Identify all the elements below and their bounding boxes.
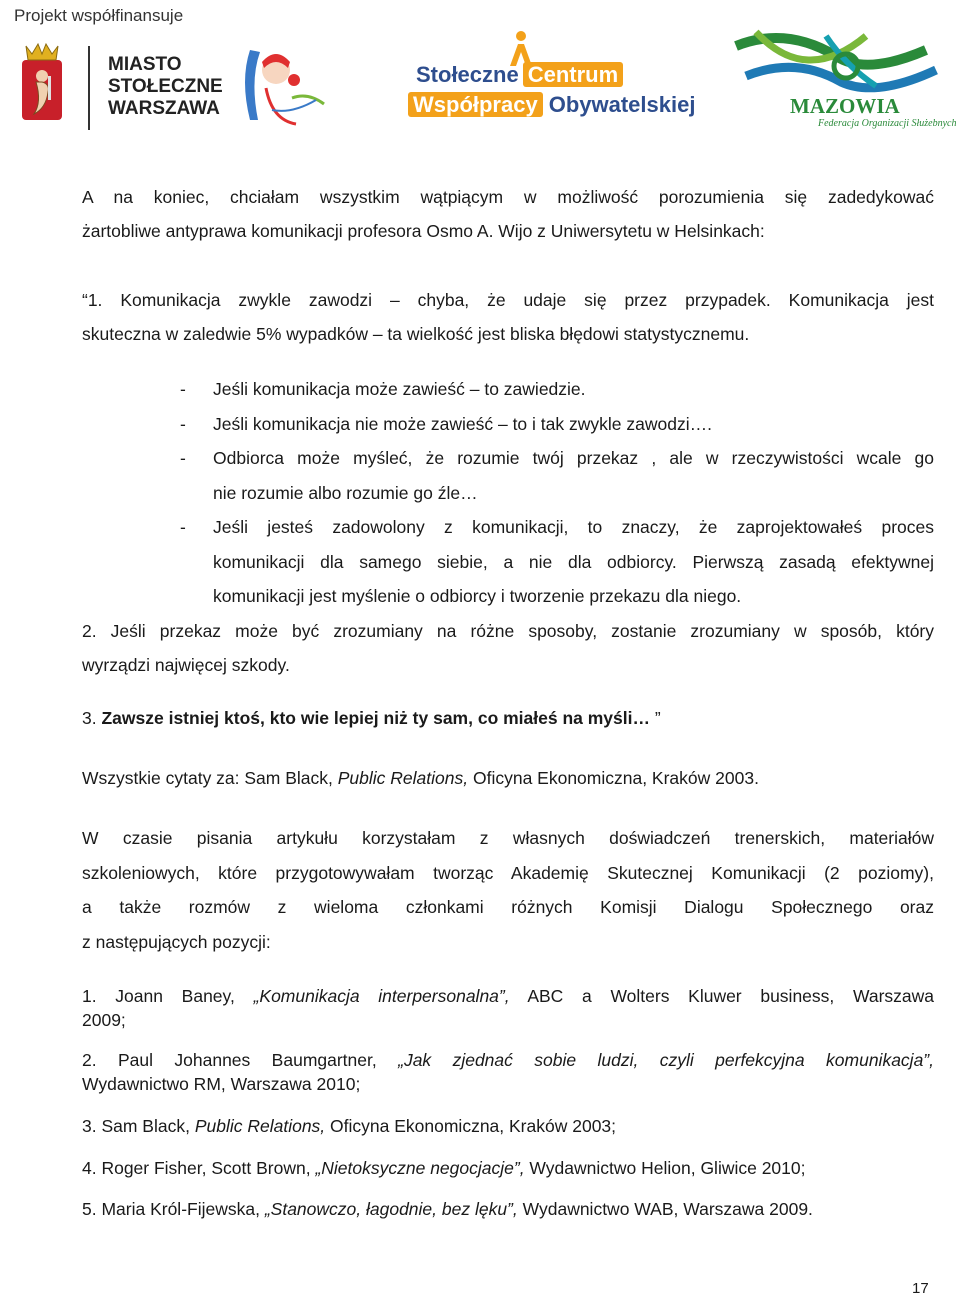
- bullet-text: Jeśli komunikacja nie może zawieść – to i tak zwykle zawodzi….: [213, 414, 712, 434]
- ref-publisher: Wydawnictwo Helion, Gliwice 2010;: [524, 1158, 806, 1178]
- ref-title: Public Relations,: [194, 1116, 326, 1136]
- ms-line-2: STOŁECZNE: [108, 76, 223, 97]
- reference-line-2: Wydawnictwo RM, Warszawa 2010;: [82, 1074, 361, 1094]
- ref-author: 5. Maria Król-Fijewska,: [82, 1199, 265, 1219]
- ms-line-3: WARSZAWA: [108, 98, 220, 119]
- bullet-text: Jeśli jesteś zadowolony z komunikacji, to znaczy, że zaprojektowałeś proces: [213, 517, 934, 537]
- bullet-text: komunikacji jest myślenie o odbiorcy i tworzenie przekazu dla niego.: [213, 586, 742, 606]
- ref-author: 1. Joann Baney,: [82, 986, 254, 1006]
- cofinanced-label: Projekt współfinansuje: [14, 6, 184, 25]
- page-number: 17: [912, 1280, 929, 1297]
- header-divider: [88, 46, 90, 130]
- sources-line-1: W czasie pisania artykułu korzystałam z własnych doświadczeń trenerskich, materiałów: [82, 828, 934, 848]
- reference-line-2: 2009;: [82, 1010, 126, 1030]
- law-3-quote: ”: [654, 708, 661, 728]
- reference-5: [82, 1197, 934, 1221]
- sccwo-word-3: Współpracy: [408, 92, 543, 117]
- warsaw-logo-text: [108, 54, 223, 120]
- reference-2: [82, 1048, 934, 1096]
- ref-publisher: Wydawnictwo WAB, Warszawa 2009.: [517, 1199, 813, 1219]
- bullet-dash: -: [180, 448, 186, 468]
- figure-icon: [504, 30, 538, 66]
- reference-1: [82, 984, 934, 1032]
- law-1-line-2: skuteczna w zaledwie 5% wypadków – ta wielkość jest bliska błędowi statystycznemu.: [82, 324, 750, 344]
- bullet-dash: -: [180, 414, 186, 434]
- bullet-text: komunikacji dla samego siebie, a nie dla odbiorcy. Pierwszą zasadą efektywnej: [213, 552, 934, 572]
- ref-title: „Stanowczo, łagodnie, bez lęku”,: [264, 1199, 518, 1219]
- intro-line-1: A na koniec, chciałam wszystkim wątpiącym w możliwość porozumienia się zadedykować: [82, 187, 934, 207]
- page-header: [0, 0, 960, 150]
- ref-title: „Jak zjednać sobie ludzi, czyli perfekcyjna komunikacja”,: [398, 1050, 934, 1070]
- law-3: [82, 701, 934, 735]
- ref-title: „Komunikacja interpersonalna”,: [253, 986, 510, 1006]
- ref-author: 3. Sam Black,: [82, 1116, 195, 1136]
- citation-suffix: Oficyna Ekonomiczna, Kraków 2003.: [468, 768, 759, 788]
- law-3-text: Zawsze istniej ktoś, kto wie lepiej niż ty sam, co miałeś na myśli…: [101, 708, 655, 728]
- intro-line-2: żartobliwe antyprawa komunikacji profesora Osmo A. Wijo z Uniwersytetu w Helsinkach:: [82, 221, 765, 241]
- ref-title: „Nietoksyczne negocjacje”,: [315, 1158, 525, 1178]
- bullet-text: Jeśli komunikacja może zawieść – to zawiedzie.: [213, 379, 586, 399]
- mazowia-title: MAZOWIA: [790, 94, 900, 118]
- sccwo-line-1: [416, 62, 623, 88]
- citation-line: [82, 761, 934, 795]
- sources-line-3: a także rozmów z wieloma członkami różnych Komisji Dialogu Społecznego oraz: [82, 897, 934, 917]
- citation-title: Public Relations,: [337, 768, 469, 788]
- law-3-number: 3.: [82, 708, 102, 728]
- ms-line-1: MIASTO: [108, 54, 182, 75]
- sccwo-logo: [408, 30, 708, 130]
- sources-line-4: z następujących pozycji:: [82, 932, 271, 952]
- zakochaj-sie-w-warszawie-logo: [236, 40, 332, 134]
- reference-line: [82, 984, 934, 1008]
- reference-line: [82, 1048, 934, 1072]
- law-2-line-1: 2. Jeśli przekaz może być zrozumiany na różne sposoby, zostanie zrozumiany w sposób, który: [82, 621, 934, 641]
- ref-publisher: ABC a Wolters Kluwer business, Warszawa: [509, 986, 934, 1006]
- mazowia-subtitle: Federacja Organizacji Służebnych: [818, 118, 957, 129]
- bullet-dash: -: [180, 379, 186, 399]
- sccwo-line-2: [408, 92, 695, 118]
- reference-4: [82, 1156, 934, 1180]
- sources-line-2: szkoleniowych, które przygotowywałam tworząc Akademię Skutecznej Komunikacji (2 poziomy),: [82, 863, 934, 883]
- sccwo-word-2: Centrum: [523, 62, 623, 87]
- ref-author: 2. Paul Johannes Baumgartner,: [82, 1050, 399, 1070]
- bullet-text: nie rozumie albo rozumie go źle…: [213, 483, 478, 503]
- warsaw-crest-logo: [16, 42, 68, 124]
- law-2-line-2: wyrządzi najwięcej szkody.: [82, 655, 290, 675]
- reference-3: [82, 1114, 934, 1138]
- ref-publisher: Oficyna Ekonomiczna, Kraków 2003;: [325, 1116, 617, 1136]
- sccwo-word-1: Stołeczne: [416, 62, 519, 87]
- bullet-text: Odbiorca może myśleć, że rozumie twój przekaz , ale w rzeczywistości wcale go: [213, 448, 934, 468]
- ref-author: 4. Roger Fisher, Scott Brown,: [82, 1158, 316, 1178]
- law-1-line-1: “1. Komunikacja zwykle zawodzi – chyba, że udaje się przez przypadek. Komunikacja jest: [82, 290, 934, 310]
- bullet-dash: -: [180, 517, 186, 537]
- citation-prefix: Wszystkie cytaty za: Sam Black,: [82, 768, 338, 788]
- sccwo-word-4: Obywatelskiej: [548, 92, 696, 117]
